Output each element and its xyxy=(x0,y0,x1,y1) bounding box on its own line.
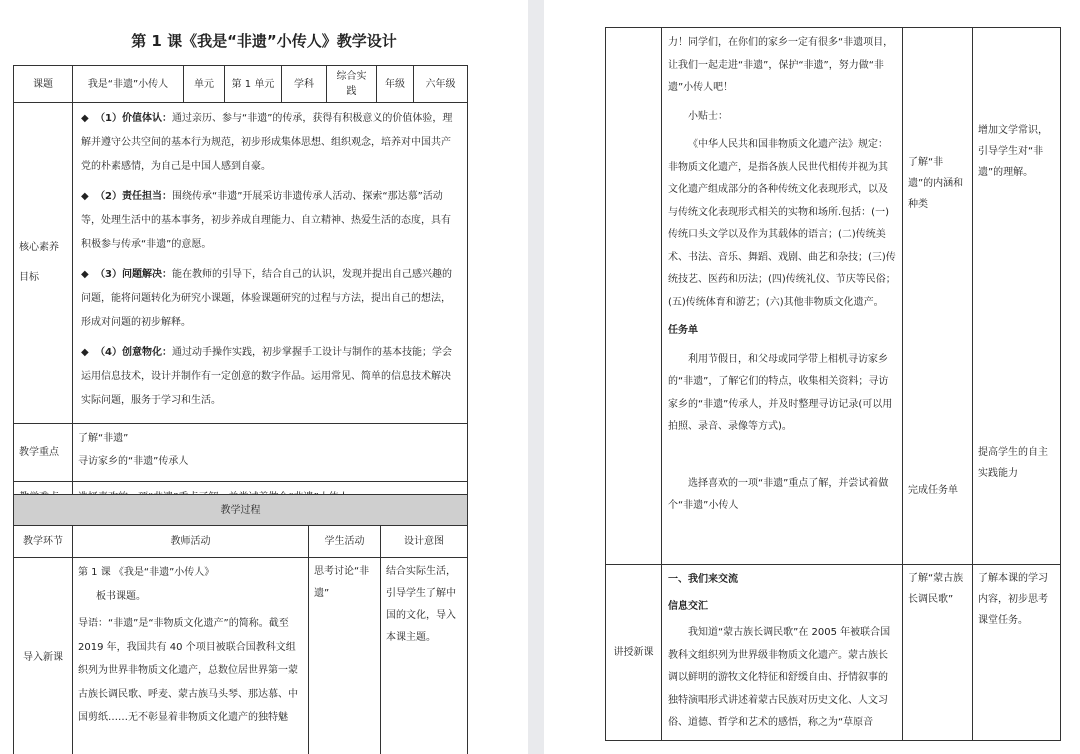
grade-value: 六年级 xyxy=(414,66,468,103)
teaching-process-continued-table xyxy=(605,27,1061,741)
goal-heading: （3）问题解决： xyxy=(95,269,173,280)
new-lesson-paragraph: 我知道“蒙古族长调民歌”在 2005 年被联合国教科文组织列为世界级非物质文化遗产。蒙古族长调以鲜明的游牧文化特征和舒缓自由、抒情叙事的独特演唱形式讲述着蒙古民族对历史文化、人文习俗、道德、哲学和艺术的感悟，称之为“草原音 xyxy=(668,627,891,728)
grade-label: 年级 xyxy=(377,66,414,103)
stage-intro: 导入新课 xyxy=(14,558,73,754)
student-activity-continued xyxy=(903,28,973,565)
law-paragraph: 《中华人民共和国非物质文化遗产法》规定：非物质文化遗产，是指各族人民世代相传并视为其文化遗产组成部分的各种传统文化表现形式，以及与传统文化表现形式相关的实物和场所.包括：(一)传统口头文学以及作为其载体的语言；(二)传统美术、书法、音乐、舞蹈、戏剧、曲艺和杂技；(三)传统技艺、医药和历法；(四)传统礼仪、节庆等民俗；(五)传统体育和游艺；(六)其他非物质文化遗产。 xyxy=(668,139,896,308)
goal-text: 能在教师的引导下，结合自己的认识，发现并提出自己感兴趣的问题，能将问题转化为研究小课题，体验课题研究的过程与方法，提出自己的想法，形成对问题的初步解释。 xyxy=(81,269,453,328)
lesson-info-table xyxy=(13,65,468,514)
tip-label: 小贴士： xyxy=(688,110,728,122)
document-page-left xyxy=(0,0,528,754)
core-goals-label: 核心素养目标 xyxy=(14,103,73,424)
col-header-intent: 设计意图 xyxy=(381,526,468,558)
unit-label: 单元 xyxy=(184,66,225,103)
teacher-activity-intro xyxy=(73,558,309,754)
intro-speech: 导语：“非遗”是“非物质文化遗产”的简称。截至 2019 年，我国共有 40 个项目被联合国教科文组织列为世界非物质文化遗产，总数位居世界第一蒙古族长调民歌、呼麦、蒙古族马头琴、那达慕、中国剪纸……无不彰显着非物质文化遗产的独特魅 xyxy=(78,618,298,723)
goal-item xyxy=(81,185,459,257)
subject-value: 综合实践 xyxy=(327,66,377,103)
goal-text: 通过亲历、参与“非遗”的传承，获得有积极意义的价值体验，理解并遵守公共空间的基本行为规范，初步形成集体思想、组织观念，培养对中国共产党的朴素感情，为自己是中国人感到自豪。 xyxy=(81,113,453,172)
teacher-paragraph: 力！同学们，在你们的家乡一定有很多“非遗项目，让我们一起走进“非遗”，保护“非遗”，努力做“非遗”小传人吧！ xyxy=(668,37,894,93)
teaching-process-table xyxy=(13,494,468,754)
teacher-activity-new-lesson xyxy=(662,565,903,741)
design-intent-intro: 结合实际生活，引导学生了解中国的文化，导入本课主题。 xyxy=(381,558,468,754)
subject-label: 学科 xyxy=(282,66,327,103)
bullet-diamond-icon: ◆ xyxy=(81,269,89,280)
bullet-diamond-icon: ◆ xyxy=(81,191,89,202)
bullet-diamond-icon: ◆ xyxy=(81,113,89,124)
task-title: 任务单 xyxy=(668,325,698,336)
design-intent-new-lesson: 了解本课的学习内容，初步思考课堂任务。 xyxy=(973,565,1061,741)
goal-item xyxy=(81,341,459,413)
goal-item xyxy=(81,263,459,335)
student-activity-a: 了解“非遗”的内涵和种类 xyxy=(908,157,964,210)
page-title: 第 1 课《我是“非遗”小传人》教学设计 xyxy=(131,32,397,50)
key-points-label: 教学重点 xyxy=(14,424,73,482)
student-activity-new-lesson: 了解“蒙古族长调民歌” xyxy=(903,565,973,741)
process-header: 教学过程 xyxy=(14,495,468,526)
stage-new-lesson: 讲授新课 xyxy=(606,565,662,741)
goal-heading: （4）创意物化： xyxy=(95,347,173,358)
choose-paragraph: 选择喜欢的一项“非遗”重点了解，并尝试着做个“非遗”小传人 xyxy=(668,477,889,511)
document-page-right xyxy=(544,0,1080,754)
design-intent-a: 增加文学常识，引导学生对“非遗”的理解。 xyxy=(978,125,1048,178)
key-points-content xyxy=(73,424,468,482)
design-intent-b: 提高学生的自主实践能力 xyxy=(978,447,1048,479)
goal-text: 围绕传承“非遗”开展采访非遗传承人活动、探索“那达慕”活动等，处理生活中的基本事务，初步养成自理能力、自立精神、热爱生活的态度，具有积极参与传承“非遗”的意愿。 xyxy=(81,191,451,250)
section-heading: 一、我们来交流 xyxy=(668,574,738,585)
goal-heading: （1）价值体认： xyxy=(95,113,173,124)
goal-heading: （2）责任担当： xyxy=(95,191,173,202)
design-intent-continued xyxy=(973,28,1061,565)
student-activity-b: 完成任务单 xyxy=(908,485,958,496)
goal-item xyxy=(81,107,459,179)
col-header-student: 学生活动 xyxy=(309,526,381,558)
subsection-heading: 信息交汇 xyxy=(668,600,708,612)
bullet-diamond-icon: ◆ xyxy=(81,347,89,358)
topic-value: 我是“非遗”小传人 xyxy=(73,66,184,103)
lesson-line: 第 1 课 《我是“非遗”小传人》 xyxy=(78,567,215,578)
key-point-line: 了解“非遗” xyxy=(78,433,129,444)
core-goals-content xyxy=(73,103,468,424)
blackboard-line: 板书课题。 xyxy=(96,590,146,602)
unit-value: 第 1 单元 xyxy=(225,66,282,103)
col-header-teacher: 教师活动 xyxy=(73,526,309,558)
topic-label: 课题 xyxy=(14,66,73,103)
task-paragraph: 利用节假日，和父母或同学带上相机寻访家乡的“非遗”，了解它们的特点，收集相关资料；寻访家乡的“非遗”传承人，并及时整理寻访记录(可以用拍照、录音、录像等方式)。 xyxy=(668,353,893,432)
teacher-activity-continued xyxy=(662,28,903,565)
stage-cell-empty xyxy=(606,28,662,565)
student-activity-intro: 思考讨论“非遗” xyxy=(309,558,381,754)
goal-text: 通过动手操作实践，初步掌握手工设计与制作的基本技能；学会运用信息技术，设计并制作有一定创意的数字作品。运用常见、简单的信息技术解决实际问题，服务于学习和生活。 xyxy=(81,347,453,406)
col-header-stage: 教学环节 xyxy=(14,526,73,558)
key-point-line: 寻访家乡的“非遗”传承人 xyxy=(78,456,189,467)
